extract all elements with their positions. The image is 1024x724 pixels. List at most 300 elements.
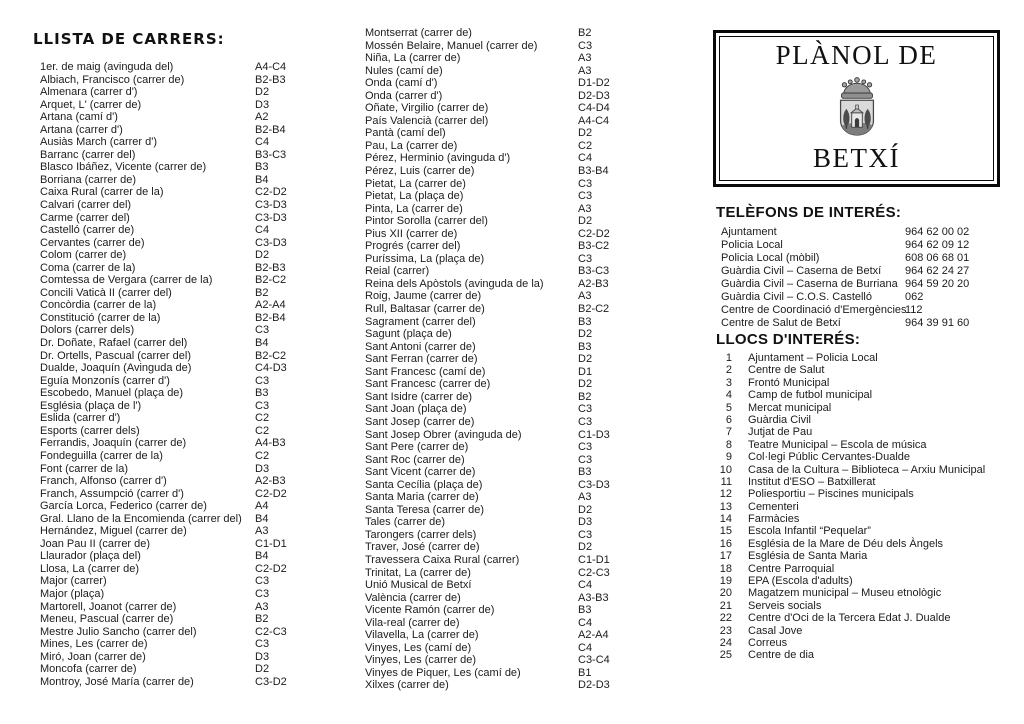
street-name: Mestre Julio Sancho (carrer del) bbox=[40, 625, 197, 638]
street-row bbox=[365, 642, 655, 655]
street-name: Santa Teresa (carrer de) bbox=[365, 503, 485, 516]
street-name: García Lorca, Federico (carrer de) bbox=[40, 500, 207, 513]
street-row bbox=[40, 450, 330, 463]
street-grid-ref: B2 bbox=[255, 613, 269, 626]
place-number: 20 bbox=[719, 587, 732, 600]
street-grid-ref: B2 bbox=[255, 286, 269, 299]
street-grid-ref: C3 bbox=[578, 441, 593, 454]
street-row bbox=[40, 513, 330, 526]
street-row bbox=[365, 90, 655, 103]
plan-title-line1: PLÀNOL DE bbox=[775, 40, 938, 70]
street-name: Sant Isidre (carrer de) bbox=[365, 390, 472, 403]
street-row bbox=[365, 152, 655, 165]
place-number: 8 bbox=[725, 438, 732, 451]
street-name: Pintor Sorolla (carrer del) bbox=[365, 215, 488, 228]
street-name: Ferrandis, Joaquín (carrer de) bbox=[40, 437, 187, 450]
street-row bbox=[365, 27, 655, 40]
street-name: Caixa Rural (carrer de la) bbox=[40, 186, 164, 199]
place-label: Institut d'ESO – Batxillerat bbox=[748, 475, 876, 488]
street-row bbox=[365, 253, 655, 266]
street-row bbox=[365, 403, 655, 416]
street-grid-ref: B3 bbox=[578, 315, 592, 328]
phone-number: 112 bbox=[905, 304, 923, 316]
phone-label: Guàrdia Civil – Caserna de Burriana bbox=[721, 278, 898, 290]
street-row bbox=[365, 265, 655, 278]
street-grid-ref: B1 bbox=[578, 666, 592, 679]
street-name: Gral. Llano de la Encomienda (carrer del) bbox=[40, 512, 242, 525]
street-row bbox=[365, 454, 655, 467]
street-grid-ref: A3 bbox=[255, 600, 269, 613]
street-name: Roig, Jaume (carrer de) bbox=[365, 290, 482, 303]
betxi-coat-of-arms-icon bbox=[828, 76, 886, 138]
street-name: Vinyes, Les (camí de) bbox=[365, 641, 472, 654]
street-row bbox=[365, 290, 655, 303]
place-number: 12 bbox=[719, 488, 732, 501]
street-name: Vilavella, La (carrer de) bbox=[365, 629, 479, 642]
street-row bbox=[40, 124, 330, 137]
street-row bbox=[40, 224, 330, 237]
street-name: Concili Vaticà II (carrer del) bbox=[40, 286, 172, 299]
street-grid-ref: C2-D2 bbox=[255, 487, 287, 500]
street-name: Esports (carrer dels) bbox=[40, 424, 140, 437]
street-row bbox=[40, 676, 330, 689]
street-name: Cervantes (carrer de) bbox=[40, 236, 145, 249]
street-row bbox=[365, 479, 655, 492]
street-grid-ref: B2 bbox=[578, 390, 592, 403]
place-number: 3 bbox=[725, 376, 732, 389]
street-name: Arquet, L' (carrer de) bbox=[40, 98, 142, 111]
street-row bbox=[40, 149, 330, 162]
street-grid-ref: A3 bbox=[578, 491, 592, 504]
street-row bbox=[365, 592, 655, 605]
street-row bbox=[40, 437, 330, 450]
street-name: Pérez, Herminio (avinguda d') bbox=[365, 152, 511, 165]
street-name: Sant Ferran (carrer de) bbox=[365, 353, 478, 366]
street-row bbox=[365, 65, 655, 78]
phone-label: Centre de Salut de Betxí bbox=[721, 317, 841, 329]
street-name: Colom (carrer de) bbox=[40, 249, 127, 262]
street-grid-ref: C3 bbox=[578, 252, 593, 265]
place-row bbox=[716, 600, 1016, 612]
street-row bbox=[365, 416, 655, 429]
street-name: Montserrat (carrer de) bbox=[365, 27, 472, 39]
place-row bbox=[716, 352, 1016, 364]
street-grid-ref: D3 bbox=[255, 650, 270, 663]
place-row bbox=[716, 377, 1016, 389]
street-name: Tales (carrer de) bbox=[365, 516, 446, 529]
street-row bbox=[365, 378, 655, 391]
place-number: 9 bbox=[725, 451, 732, 464]
street-row bbox=[40, 563, 330, 576]
street-row bbox=[365, 40, 655, 53]
street-name: València (carrer de) bbox=[365, 591, 461, 604]
place-row bbox=[716, 612, 1016, 624]
street-grid-ref: D1-D2 bbox=[578, 77, 610, 90]
street-name: Trinitat, La (carrer de) bbox=[365, 566, 471, 579]
street-grid-ref: A3 bbox=[578, 52, 592, 65]
street-name: Onda (carrer d') bbox=[365, 89, 443, 102]
street-grid-ref: C2 bbox=[255, 449, 270, 462]
place-number: 16 bbox=[719, 537, 732, 550]
place-label: EPA (Escola d'adults) bbox=[748, 575, 853, 588]
street-row bbox=[40, 475, 330, 488]
street-name: Almenara (carrer d') bbox=[40, 86, 138, 99]
place-label: Farmàcies bbox=[748, 513, 800, 526]
street-row bbox=[365, 654, 655, 667]
street-grid-ref: C3 bbox=[578, 39, 593, 52]
street-grid-ref: D2-D3 bbox=[578, 679, 610, 692]
street-row bbox=[365, 429, 655, 442]
street-name: Nules (camí de) bbox=[365, 64, 443, 77]
street-name: Sant Josep (carrer de) bbox=[365, 415, 475, 428]
street-name: Sagrament (carrer del) bbox=[365, 315, 476, 328]
street-name: Llaurador (plaça del) bbox=[40, 550, 141, 563]
street-grid-ref: C4-D4 bbox=[578, 102, 610, 115]
street-grid-ref: B2-C2 bbox=[255, 274, 287, 287]
street-grid-ref: A4-C4 bbox=[578, 114, 610, 127]
street-grid-ref: D3 bbox=[255, 98, 270, 111]
street-grid-ref: B3-C3 bbox=[255, 148, 287, 161]
street-name: Montroy, José María (carrer de) bbox=[40, 675, 194, 688]
street-grid-ref: D3 bbox=[578, 516, 593, 529]
street-row bbox=[40, 651, 330, 664]
place-number: 4 bbox=[725, 389, 732, 402]
street-row bbox=[365, 140, 655, 153]
place-label: Centre d'Oci de la Tercera Edat J. Dualde bbox=[748, 612, 951, 625]
street-row bbox=[40, 588, 330, 601]
street-row bbox=[365, 203, 655, 216]
street-name: Tarongers (carrer dels) bbox=[365, 528, 477, 541]
street-grid-ref: D2 bbox=[578, 215, 593, 228]
phones-heading: TELÈFONS DE INTERÉS: bbox=[716, 204, 902, 221]
street-list-heading: LLISTA DE CARRERS: bbox=[33, 30, 225, 48]
street-row bbox=[40, 350, 330, 363]
street-row bbox=[40, 74, 330, 87]
street-name: Reina dels Apòstols (avinguda de la) bbox=[365, 277, 544, 290]
phone-number: 964 39 91 60 bbox=[905, 317, 970, 329]
street-grid-ref: C3-C4 bbox=[578, 654, 610, 667]
street-row bbox=[365, 215, 655, 228]
street-grid-ref: C3-D3 bbox=[255, 199, 287, 212]
street-grid-ref: C3 bbox=[578, 403, 593, 416]
plan-title-box bbox=[713, 30, 1000, 187]
street-row bbox=[40, 626, 330, 639]
street-row bbox=[365, 667, 655, 680]
street-name: Puríssima, La (plaça de) bbox=[365, 252, 485, 265]
place-label: Poliesportiu – Piscines municipals bbox=[748, 488, 914, 501]
place-label: Correus bbox=[748, 636, 788, 649]
place-number: 2 bbox=[725, 364, 732, 377]
street-row bbox=[365, 52, 655, 65]
street-name: Traver, José (carrer de) bbox=[365, 541, 480, 554]
street-grid-ref: C2 bbox=[255, 412, 270, 425]
street-grid-ref: C2-C3 bbox=[255, 625, 287, 638]
street-name: Barranc (carrer del) bbox=[40, 148, 136, 161]
street-row bbox=[365, 679, 655, 692]
street-grid-ref: B2-B3 bbox=[255, 73, 286, 86]
street-name: Sagunt (plaça de) bbox=[365, 328, 452, 341]
street-grid-ref: B4 bbox=[255, 550, 269, 563]
street-list-column-1 bbox=[40, 61, 330, 688]
street-row bbox=[365, 629, 655, 642]
place-label: Jutjat de Pau bbox=[748, 426, 813, 439]
street-name: Blasco Ibáñez, Vicente (carrer de) bbox=[40, 161, 207, 174]
phone-number: 964 59 20 20 bbox=[905, 278, 970, 290]
phone-label: Guàrdia Civil – C.O.S. Castelló bbox=[721, 291, 872, 303]
place-row bbox=[716, 389, 1016, 401]
street-name: Vila-real (carrer de) bbox=[365, 616, 460, 629]
phone-row bbox=[721, 291, 1016, 304]
street-row bbox=[365, 441, 655, 454]
phones-list bbox=[721, 226, 1016, 330]
street-grid-ref: D1 bbox=[578, 365, 593, 378]
street-row bbox=[40, 99, 330, 112]
street-grid-ref: B4 bbox=[255, 512, 269, 525]
street-row bbox=[40, 237, 330, 250]
street-grid-ref: C3-D2 bbox=[255, 675, 287, 688]
street-row bbox=[40, 663, 330, 676]
street-row bbox=[365, 127, 655, 140]
street-row bbox=[40, 525, 330, 538]
street-grid-ref: C4 bbox=[578, 616, 593, 629]
street-row bbox=[40, 463, 330, 476]
street-row bbox=[40, 638, 330, 651]
street-name: Pantà (camí del) bbox=[365, 127, 446, 140]
street-grid-ref: B2 bbox=[578, 27, 592, 39]
place-row bbox=[716, 550, 1016, 562]
street-row bbox=[40, 61, 330, 74]
street-grid-ref: C4 bbox=[578, 152, 593, 165]
street-name: Font (carrer de la) bbox=[40, 462, 129, 475]
street-name: Travessera Caixa Rural (carrer) bbox=[365, 553, 520, 566]
place-label: Magatzem municipal – Museu etnològic bbox=[748, 587, 942, 600]
street-name: Martorell, Joanot (carrer de) bbox=[40, 600, 177, 613]
street-grid-ref: C2 bbox=[578, 139, 593, 152]
street-row bbox=[40, 136, 330, 149]
street-name: Castelló (carrer de) bbox=[40, 224, 135, 237]
place-row bbox=[716, 364, 1016, 376]
street-grid-ref: C3 bbox=[255, 587, 270, 600]
street-grid-ref: C2-C3 bbox=[578, 566, 610, 579]
street-row bbox=[40, 550, 330, 563]
street-grid-ref: D2 bbox=[578, 127, 593, 140]
street-grid-ref: C2 bbox=[255, 424, 270, 437]
street-name: Sant Antoni (carrer de) bbox=[365, 340, 476, 353]
place-row bbox=[716, 451, 1016, 463]
street-grid-ref: B2-B4 bbox=[255, 123, 286, 136]
street-grid-ref: A4-B3 bbox=[255, 437, 286, 450]
street-grid-ref: B4 bbox=[255, 337, 269, 350]
street-name: Miró, Joan (carrer de) bbox=[40, 650, 146, 663]
street-row bbox=[40, 324, 330, 337]
street-list-column-2 bbox=[365, 27, 655, 692]
place-label: Camp de futbol municipal bbox=[748, 389, 873, 402]
street-grid-ref: C2-D2 bbox=[578, 227, 610, 240]
street-name: Sant Vicent (carrer de) bbox=[365, 466, 476, 479]
street-row bbox=[365, 366, 655, 379]
street-grid-ref: A4 bbox=[255, 500, 269, 513]
street-row bbox=[40, 613, 330, 626]
street-name: Concòrdia (carrer de la) bbox=[40, 299, 157, 312]
street-name: Llosa, La (carrer de) bbox=[40, 562, 140, 575]
place-label: Centre de Salut bbox=[748, 364, 825, 377]
place-label: Serveis socials bbox=[748, 599, 822, 612]
street-grid-ref: C3 bbox=[578, 190, 593, 203]
place-number: 14 bbox=[719, 513, 732, 526]
street-row bbox=[365, 617, 655, 630]
place-row bbox=[716, 649, 1016, 661]
street-row bbox=[40, 362, 330, 375]
street-grid-ref: C3-D3 bbox=[255, 236, 287, 249]
street-grid-ref: C1-D1 bbox=[578, 553, 610, 566]
street-row bbox=[365, 604, 655, 617]
street-grid-ref: B3 bbox=[578, 604, 592, 617]
street-name: Sant Francesc (carrer de) bbox=[365, 378, 491, 391]
street-name: Pius XII (carrer de) bbox=[365, 227, 458, 240]
place-label: Guàrdia Civil bbox=[748, 413, 811, 426]
phone-label: Centre de Coordinació d'Emergències bbox=[721, 304, 907, 316]
place-label: Casa de la Cultura – Biblioteca – Arxiu Municipal bbox=[748, 463, 986, 476]
street-grid-ref: A4-C4 bbox=[255, 61, 287, 73]
place-label: Centre de dia bbox=[748, 649, 815, 662]
street-name: Moncofa (carrer de) bbox=[40, 663, 137, 676]
street-name: Artana (camí d') bbox=[40, 111, 118, 124]
street-name: Dr. Ortells, Pascual (carrer del) bbox=[40, 349, 191, 362]
street-name: Onda (camí d') bbox=[365, 77, 438, 90]
street-grid-ref: C3 bbox=[255, 399, 270, 412]
street-name: Santa Maria (carrer de) bbox=[365, 491, 479, 504]
street-name: Sant Pere (carrer de) bbox=[365, 441, 469, 454]
street-row bbox=[365, 165, 655, 178]
street-name: Mossén Belaire, Manuel (carrer de) bbox=[365, 39, 538, 52]
street-name: Unió Musical de Betxí bbox=[365, 579, 472, 592]
street-grid-ref: C3 bbox=[578, 415, 593, 428]
phone-row bbox=[721, 304, 1016, 317]
street-row bbox=[365, 353, 655, 366]
place-row bbox=[716, 637, 1016, 649]
street-row bbox=[40, 488, 330, 501]
street-name: País Valencià (carrer del) bbox=[365, 114, 489, 127]
place-label: Cementeri bbox=[748, 500, 799, 513]
street-name: Pietat, La (carrer de) bbox=[365, 177, 466, 190]
place-number: 1 bbox=[725, 352, 732, 364]
street-row bbox=[40, 274, 330, 287]
street-name: Eslida (carrer d') bbox=[40, 412, 121, 425]
street-grid-ref: D2-D3 bbox=[578, 89, 610, 102]
street-grid-ref: C3 bbox=[255, 575, 270, 588]
street-grid-ref: C3 bbox=[578, 177, 593, 190]
street-row bbox=[365, 541, 655, 554]
street-grid-ref: A2-B3 bbox=[255, 475, 286, 488]
street-row bbox=[365, 567, 655, 580]
street-grid-ref: C3-D3 bbox=[578, 478, 610, 491]
place-number: 21 bbox=[719, 599, 732, 612]
place-row bbox=[716, 538, 1016, 550]
street-grid-ref: C3 bbox=[255, 374, 270, 387]
street-row bbox=[365, 77, 655, 90]
street-name: Progrés (carrer del) bbox=[365, 240, 461, 253]
street-grid-ref: B4 bbox=[255, 173, 269, 186]
phone-number: 062 bbox=[905, 291, 924, 303]
street-grid-ref: C1-D3 bbox=[578, 428, 610, 441]
street-grid-ref: A2-A4 bbox=[578, 629, 609, 642]
place-label: Frontó Municipal bbox=[748, 376, 830, 389]
street-name: Ausiàs March (carrer d') bbox=[40, 136, 158, 149]
street-row bbox=[40, 262, 330, 275]
street-row bbox=[40, 575, 330, 588]
street-name: Mines, Les (carrer de) bbox=[40, 638, 148, 651]
place-label: Teatre Municipal – Escola de música bbox=[748, 438, 927, 451]
street-grid-ref: B2-C2 bbox=[578, 303, 610, 316]
place-number: 23 bbox=[719, 624, 732, 637]
place-row bbox=[716, 439, 1016, 451]
street-grid-ref: B2-C2 bbox=[255, 349, 287, 362]
street-name: Dualde, Joaquín (Avinguda de) bbox=[40, 362, 192, 375]
street-row bbox=[365, 554, 655, 567]
street-grid-ref: B3 bbox=[255, 161, 269, 174]
street-name: Eguía Monzonís (carrer d') bbox=[40, 374, 170, 387]
street-row bbox=[365, 529, 655, 542]
place-row bbox=[716, 625, 1016, 637]
street-grid-ref: B2-B4 bbox=[255, 311, 286, 324]
phone-row bbox=[721, 265, 1016, 278]
street-grid-ref: B3 bbox=[578, 466, 592, 479]
street-grid-ref: B3-B4 bbox=[578, 165, 609, 178]
street-row bbox=[365, 303, 655, 316]
street-grid-ref: C2-D2 bbox=[255, 186, 287, 199]
street-name: Vicente Ramón (carrer de) bbox=[365, 604, 495, 617]
street-row bbox=[365, 228, 655, 241]
phone-number: 608 06 68 01 bbox=[905, 252, 970, 264]
place-number: 25 bbox=[719, 649, 732, 662]
places-list bbox=[716, 352, 1016, 662]
street-grid-ref: A2-A4 bbox=[255, 299, 286, 312]
place-number: 5 bbox=[725, 401, 732, 414]
phone-row bbox=[721, 226, 1016, 239]
street-name: Rull, Baltasar (carrer de) bbox=[365, 303, 485, 316]
street-row bbox=[40, 249, 330, 262]
street-name: Sant Joan (plaça de) bbox=[365, 403, 467, 416]
street-row bbox=[40, 601, 330, 614]
street-name: Sant Francesc (camí de) bbox=[365, 365, 486, 378]
place-row bbox=[716, 587, 1016, 599]
street-name: Pérez, Luis (carrer de) bbox=[365, 165, 475, 178]
street-name: Vinyes, Les (carrer de) bbox=[365, 654, 477, 667]
street-name: Carme (carrer del) bbox=[40, 211, 130, 224]
place-number: 24 bbox=[719, 636, 732, 649]
street-name: Meneu, Pascual (carrer de) bbox=[40, 613, 174, 626]
street-grid-ref: A2-B3 bbox=[578, 277, 609, 290]
place-number: 11 bbox=[720, 475, 732, 488]
street-row bbox=[40, 186, 330, 199]
street-row bbox=[365, 115, 655, 128]
place-number: 10 bbox=[719, 463, 732, 476]
street-grid-ref: A3 bbox=[578, 290, 592, 303]
street-name: Oñate, Virgilio (carrer de) bbox=[365, 102, 489, 115]
street-name: Sant Roc (carrer de) bbox=[365, 453, 465, 466]
plan-title-box-inner bbox=[719, 36, 994, 181]
street-grid-ref: D2 bbox=[255, 86, 270, 99]
street-grid-ref: B3-C2 bbox=[578, 240, 610, 253]
plan-title-line2: BETXÍ bbox=[813, 143, 900, 173]
street-row bbox=[40, 287, 330, 300]
phone-label: Ajuntament bbox=[721, 226, 777, 238]
street-row bbox=[40, 400, 330, 413]
street-name: Dolors (carrer dels) bbox=[40, 324, 135, 337]
street-name: Dr. Doñate, Rafael (carrer del) bbox=[40, 337, 188, 350]
street-row bbox=[365, 178, 655, 191]
street-name: Santa Cecília (plaça de) bbox=[365, 478, 483, 491]
